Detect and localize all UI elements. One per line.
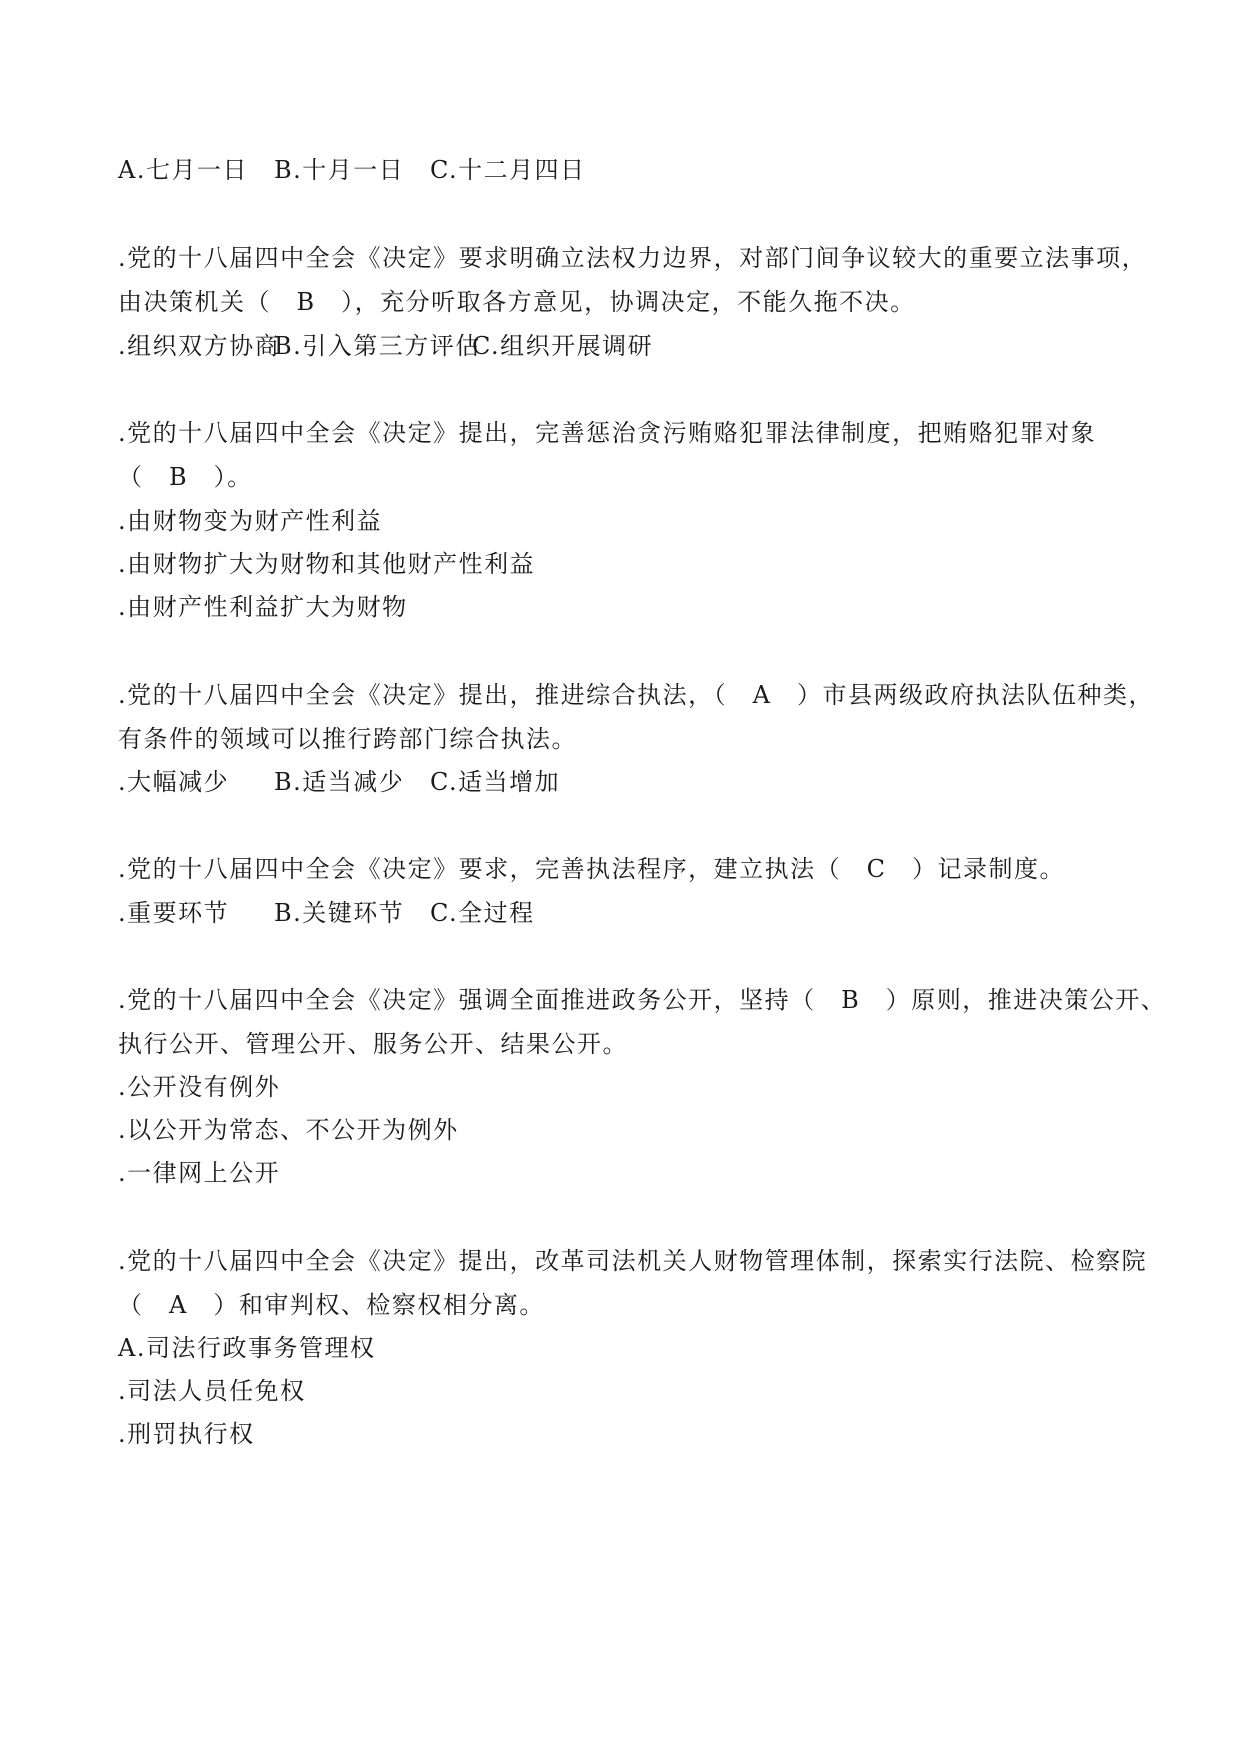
option-a: .公开没有例外 [118,1073,281,1101]
option-b: B.适当减少 [274,768,405,796]
question-text: 由决策机关（ B ），充分听取各方意见，协调决定，不能久拖不决。 [118,288,916,316]
option-a: A.七月一日 [118,156,248,184]
question-text: .党的十八届四中全会《决定》强调全面推进政务公开，坚持（ B ）原则，推进决策公开、 [118,986,1167,1014]
option-c: .由财产性利益扩大为财物 [118,593,408,621]
options-row [118,897,535,929]
option-c: C.十二月四日 [430,156,586,184]
option-a: .由财物变为财产性利益 [118,507,383,535]
question-text: 执行公开、管理公开、服务公开、结果公开。 [118,1030,628,1058]
option-c: C.组织开展调研 [472,332,654,360]
question-text: .党的十八届四中全会《决定》要求，完善执法程序，建立执法（ C ）记录制度。 [118,855,1065,883]
question-text: （ B ）。 [118,463,253,491]
question-text: .党的十八届四中全会《决定》要求明确立法权力边界，对部门间争议较大的重要立法事项， [118,244,1148,272]
option-a: .重要环节 [118,899,230,927]
option-c: C.适当增加 [430,768,561,796]
option-c: C.全过程 [430,899,535,927]
option-a: .组织双方协商 [118,332,281,360]
option-b: .司法人员任免权 [118,1377,306,1405]
option-a: A.司法行政事务管理权 [118,1334,376,1362]
option-c: .一律网上公开 [118,1159,281,1187]
question-text: 有条件的领域可以推行跨部门综合执法。 [118,725,577,753]
question-text: .党的十八届四中全会《决定》提出，推进综合执法，（ A ）市县两级政府执法队伍种类， [118,681,1154,709]
option-b: .由财物扩大为财物和其他财产性利益 [118,550,536,578]
option-c: .刑罚执行权 [118,1420,255,1448]
option-b: B.关键环节 [274,899,405,927]
option-b: B.十月一日 [274,156,405,184]
options-row [118,154,586,186]
question-text: （ A ）和审判权、检察权相分离。 [118,1291,545,1319]
options-row [118,330,653,362]
option-b: B.引入第三方评估 [274,332,481,360]
options-row [118,766,560,798]
option-b: .以公开为常态、不公开为例外 [118,1116,459,1144]
option-a: .大幅减少 [118,768,230,796]
question-text: .党的十八届四中全会《决定》提出，改革司法机关人财物管理体制，探索实行法院、检察院 [118,1247,1148,1275]
question-text: .党的十八届四中全会《决定》提出，完善惩治贪污贿赂犯罪法律制度，把贿赂犯罪对象 [118,419,1097,447]
